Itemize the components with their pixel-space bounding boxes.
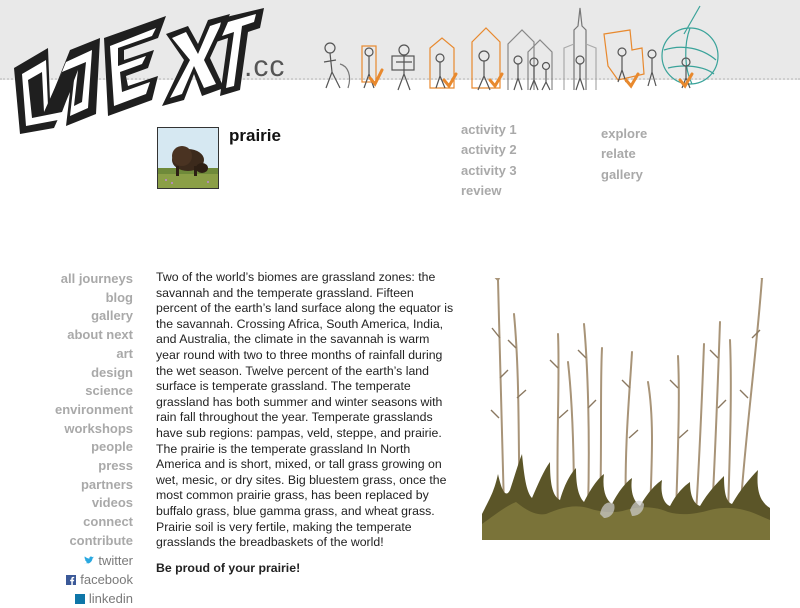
page-title: prairie [229,126,281,145]
bison-image [158,128,218,188]
linkedin-link[interactable] [20,589,133,608]
article-body: Two of the world’s biomes are grassland zones: the savannah and the temperate grassland. Fifteen percent of the earth’s land surface along the equator is the savannah. Crossing Africa, South America, India, and Australia, the climate in the savannah is warm year round with two to three months of rainfall during the wet season. Twelve percent of the earth’s land surface is temperate grassland. The temperate grassland has both summer and winter seasons with rain fall throughout the year. Temperate grasslands have sub regions: pampas, veld, steppe, and prairie. The prairie is the temperate grassland In North America and is short, mixed, or tall grass growing on wet, mesic, or dry sites. Big bluestem grass, once the most common prairie grass, has been replaced by buffalo grass, blue gamma grass, and wheat grass. Prairie soil is very fertile, making the temperate grasslands the breadbaskets of the world! [156,270,454,550]
menu-relate[interactable]: relate [601,146,636,162]
header-figure-strip [312,4,722,94]
twitter-label: twitter [98,552,133,568]
twitter-link[interactable] [20,551,133,570]
nav-connect[interactable]: connect [83,514,133,530]
prairie-thumbnail [157,127,219,189]
facebook-link[interactable] [20,570,133,589]
menu-activity-1[interactable]: activity 1 [461,122,517,137]
menu-activity-2[interactable]: activity 2 [461,142,517,158]
nav-about-next[interactable]: about next [67,327,133,343]
logo-suffix: .cc [244,50,286,83]
nav-all-journeys[interactable]: all journeys [60,271,133,286]
nav-press[interactable]: press [98,458,133,474]
article-tagline: Be proud of your prairie! [156,560,301,575]
nav-environment[interactable]: environment [54,401,133,417]
activity-menu [461,120,517,201]
article [156,270,456,576]
linkedin-icon [75,594,85,604]
menu-explore[interactable]: explore [601,126,648,141]
nav-design[interactable]: design [91,364,133,380]
twitter-icon [84,556,94,566]
left-nav [20,270,133,608]
nav-science[interactable]: science [85,383,133,399]
menu-activity-3[interactable]: activity 3 [461,162,517,178]
nav-contribute[interactable]: contribute [69,532,133,548]
nav-videos[interactable]: videos [91,495,133,511]
linkedin-label: linkedin [88,590,133,606]
menu-review[interactable]: review [461,182,502,198]
facebook-icon [66,575,76,585]
nav-workshops[interactable]: workshops [64,420,133,436]
nav-gallery[interactable]: gallery [91,308,133,324]
explore-menu [601,124,647,185]
nav-art[interactable]: art [116,345,133,361]
facebook-label: facebook [80,571,133,587]
nav-partners[interactable]: partners [80,476,133,492]
menu-gallery[interactable]: gallery [601,166,643,182]
prairie-grass-illustration [480,278,772,546]
nav-blog[interactable]: blog [105,289,133,305]
nav-people[interactable]: people [91,439,133,455]
